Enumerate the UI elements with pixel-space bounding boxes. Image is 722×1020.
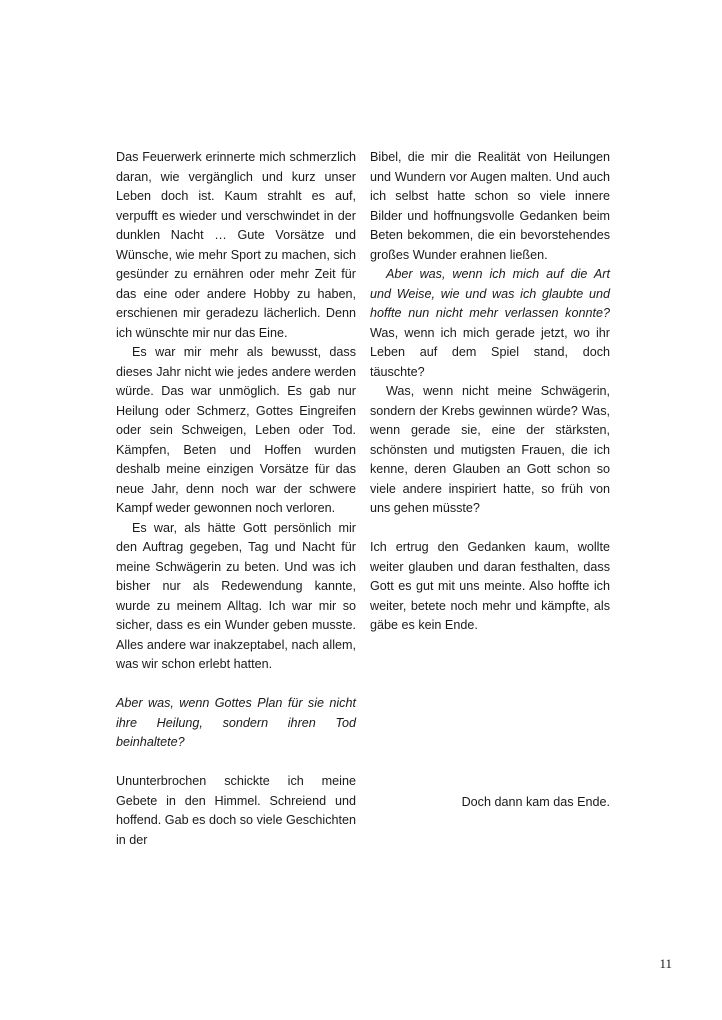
paragraph-fireworks: Das Feuerwerk erinnerte mich schmerzlich daran, wie vergänglich und kurz unser Leben doch ist. Kaum strahlt es auf, verpufft es wieder und verschwindet in der dunklen Nacht … Gute Vorsätze und Wünsche, wie mehr Sport zu machen, sich gesünder zu ernähren oder mehr Zeit für das eine oder andere Hobby zu haben, erschienen mir geradezu lächerlich. Denn ich wünschte mir nur das Eine. [116,150,356,340]
paragraph-doubt [370,265,610,382]
paragraph-this-year: Es war mir mehr als bewusst, dass dieses Jahr nicht wie jedes andere werden würde. Das war unmöglich. Es gab nur Heilung oder Schmerz, Gottes Eingreifen oder sein Schweigen, Leben oder Tod. Kämpfen, Beten und Hoffen wurden deshalb meine einzigen Vorsätze für das neue Jahr, denn noch war der schwere Kampf weder gewonnen noch verloren. [116,345,356,515]
paragraph-cancer: Was, wenn nicht meine Schwägerin, sondern der Krebs gewinnen würde? Was, wenn gerade sie, eine der stärksten, schönsten und mutigsten Frauen, die ich kenne, deren Glauben an Gott schon so viele andere inspiriert hatte, so früh von uns gehen müsste? [370,384,610,515]
closing-line: Doch dann kam das Ende. [461,795,610,809]
page-number: 11 [659,956,672,971]
paragraph-spacer [370,519,610,539]
paragraph-spacer [116,675,356,695]
paragraph-doubt-italic: Aber was, wenn ich mich auf die Art und Weise, wie und was ich glaubte und hoffte nun nicht mehr verlassen konnte? [370,267,610,320]
paragraph-spacer [116,753,356,773]
paragraph-holding-on: Ich ertrug den Gedanken kaum, wollte weiter glauben und daran festhalten, dass Gott es gut mit uns meinte. Also hoffte ich weiter, betete noch mehr und kämpfte, als gäbe es kein Ende. [370,540,610,632]
paragraph-prayer-task: Es war, als hätte Gott persönlich mir den Auftrag gegeben, Tag und Nacht für meine Schwägerin zu beten. Und was ich bisher nur als Redewendung kannte, wurde zu meinem Alltag. Ich war mir so sicher, dass es ein Wunder geben musste. Alles andere war inakzeptabel, nach allem, was wir schon erlebt hatten. [116,520,356,671]
right-column [370,148,610,636]
left-column [116,148,356,850]
paragraph-doubt-rest: Was, wenn ich mich gerade jetzt, wo ihr Leben auf dem Spiel stand, doch täuschte? [370,325,610,379]
paragraph-bible: Bibel, die mir die Realität von Heilungen und Wundern vor Augen malten. Und auch ich selbst hatte schon so viele innere Bilder und hoffnungsvolle Gedanken beim Beten bekommen, die ein bevorstehendes großes Wunder erahnen ließen. [370,150,610,262]
paragraph-prayers: Ununterbrochen schickte ich meine Gebete in den Himmel. Schreiend und hoffend. Gab es doch so viele Geschichten in der [116,774,356,847]
paragraph-question-gods-plan: Aber was, wenn Gottes Plan für sie nicht ihre Heilung, sondern ihren Tod beinhaltete? [116,696,356,749]
